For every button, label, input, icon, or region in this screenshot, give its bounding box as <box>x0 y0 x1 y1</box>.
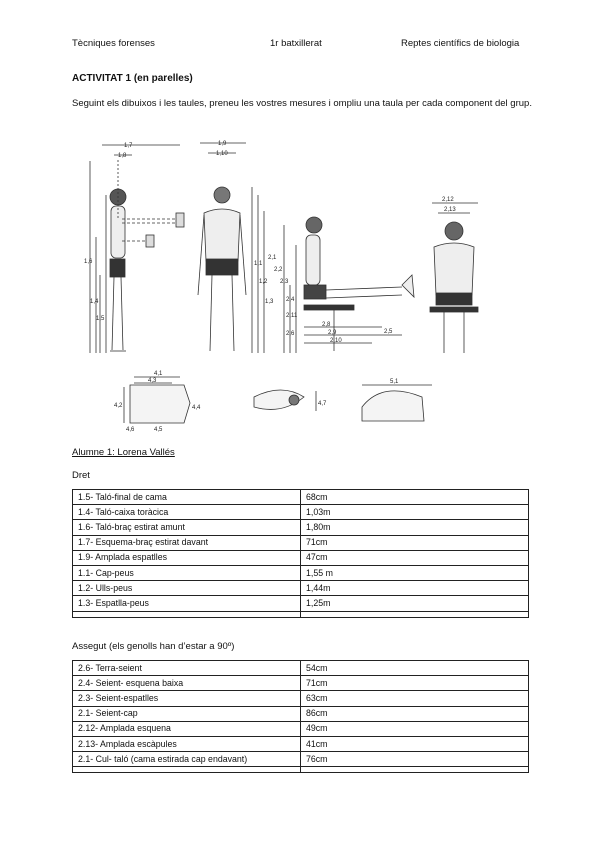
label-2-2: 2,2 <box>274 267 283 273</box>
label-1-3: 1,3 <box>265 299 274 305</box>
label-2-12: 2,12 <box>442 197 454 203</box>
measure-value: 1,44m <box>301 581 529 596</box>
measure-value: 47cm <box>301 550 529 565</box>
measure-value: 1,25m <box>301 596 529 611</box>
label-2-13: 2,13 <box>444 207 456 213</box>
table-row <box>73 490 529 505</box>
empty-cell <box>301 611 529 617</box>
label-2-9: 2,9 <box>328 330 337 336</box>
table-row <box>73 752 529 767</box>
activity-title: ACTIVITAT 1 (en parelles) <box>72 73 193 84</box>
label-1-1: 1,1 <box>254 261 263 267</box>
label-2-1: 2,1 <box>268 255 277 261</box>
label-1-8: 1,8 <box>118 153 127 159</box>
label-2-4: 2,4 <box>286 297 295 303</box>
measure-label: 2.6- Terra-seient <box>73 661 301 676</box>
measure-label: 2.1- Cul- taló (cama estirada cap endavant) <box>73 752 301 767</box>
measure-label: 1.1- Cap-peus <box>73 565 301 580</box>
empty-cell <box>73 611 301 617</box>
measure-value: 68cm <box>301 490 529 505</box>
label-5-1: 5,1 <box>390 379 399 385</box>
label-2-11: 2,11 <box>286 313 298 319</box>
label-1-9: 1,9 <box>218 141 227 147</box>
table-row <box>73 676 529 691</box>
header-right: Reptes científics de biologia <box>401 38 520 49</box>
seated-heading: Assegut (els genolls han d’estar a 90º) <box>72 641 235 652</box>
label-2-3: 2,3 <box>280 279 289 285</box>
label-2-8: 2,8 <box>322 322 331 328</box>
label-2-6: 2,6 <box>286 331 295 337</box>
table-row <box>73 721 529 736</box>
label-1-7: 1,7 <box>124 143 133 149</box>
measure-value: 1,80m <box>301 520 529 535</box>
label-4-3: 4,3 <box>148 378 157 384</box>
table-row <box>73 596 529 611</box>
table-row <box>73 736 529 751</box>
table-row <box>73 706 529 721</box>
label-4-6: 4,6 <box>126 427 135 433</box>
measure-value: 1,55 m <box>301 565 529 580</box>
empty-cell <box>73 767 301 773</box>
measure-value: 49cm <box>301 721 529 736</box>
measure-label: 2.1- Seient-cap <box>73 706 301 721</box>
table-row <box>73 535 529 550</box>
figure-front-standing <box>198 143 264 353</box>
measure-label: 2.3- Seient-espatlles <box>73 691 301 706</box>
empty-cell <box>301 767 529 773</box>
measure-value: 71cm <box>301 676 529 691</box>
figure-hand-foot-details <box>124 377 432 423</box>
label-4-7: 4,7 <box>318 401 327 407</box>
measure-value: 54cm <box>301 661 529 676</box>
measure-label: 1.5- Taló-final de cama <box>73 490 301 505</box>
table-row <box>73 661 529 676</box>
label-1-2: 1,2 <box>259 279 268 285</box>
figure-seated-side <box>284 217 414 353</box>
measure-label: 1.6- Taló-braç estirat amunt <box>73 520 301 535</box>
measure-label: 1.7- Esquema-braç estirat davant <box>73 535 301 550</box>
student-name: Alumne 1: Lorena Vallés <box>72 447 175 458</box>
label-4-2: 4,2 <box>114 403 123 409</box>
table-row <box>73 550 529 565</box>
label-2-5: 2,5 <box>384 329 393 335</box>
figure-seated-back <box>430 203 478 353</box>
label-4-5: 4,5 <box>154 427 163 433</box>
label-1-5: 1,5 <box>96 316 105 322</box>
table-row <box>73 505 529 520</box>
measure-label: 2.12- Amplada esquena <box>73 721 301 736</box>
header-left: Tècniques forenses <box>72 38 155 49</box>
table-row <box>73 565 529 580</box>
table-row-empty <box>73 611 529 617</box>
measure-label: 1.2- Ulls-peus <box>73 581 301 596</box>
label-2-10: 2,10 <box>330 338 342 344</box>
seated-table <box>72 660 529 773</box>
measure-label: 1.9- Amplada espatlles <box>73 550 301 565</box>
standing-heading: Dret <box>72 470 90 481</box>
table-row <box>73 520 529 535</box>
measure-label: 1.3- Espatlla-peus <box>73 596 301 611</box>
label-1-10: 1,10 <box>216 151 228 157</box>
label-1-6: 1,6 <box>84 259 93 265</box>
measure-label: 1.4- Taló-caixa toràcica <box>73 505 301 520</box>
standing-table <box>72 489 529 618</box>
label-1-4: 1,4 <box>90 299 99 305</box>
table-row-empty <box>73 767 529 773</box>
measure-value: 76cm <box>301 752 529 767</box>
header-center: 1r batxillerat <box>270 38 322 49</box>
measure-value: 41cm <box>301 736 529 751</box>
anthropometry-figure <box>72 135 532 433</box>
label-4-4: 4,4 <box>192 405 201 411</box>
measure-value: 1,03m <box>301 505 529 520</box>
measure-value: 71cm <box>301 535 529 550</box>
table-row <box>73 581 529 596</box>
measure-value: 63cm <box>301 691 529 706</box>
label-4-1: 4,1 <box>154 371 163 377</box>
measure-value: 86cm <box>301 706 529 721</box>
activity-intro: Seguint els dibuixos i les taules, preneu les vostres mesures i ompliu una taula per cada component del grup. <box>72 98 532 109</box>
table-row <box>73 691 529 706</box>
measure-label: 2.4- Seient- esquena baixa <box>73 676 301 691</box>
measure-label: 2.13- Amplada escàpules <box>73 736 301 751</box>
